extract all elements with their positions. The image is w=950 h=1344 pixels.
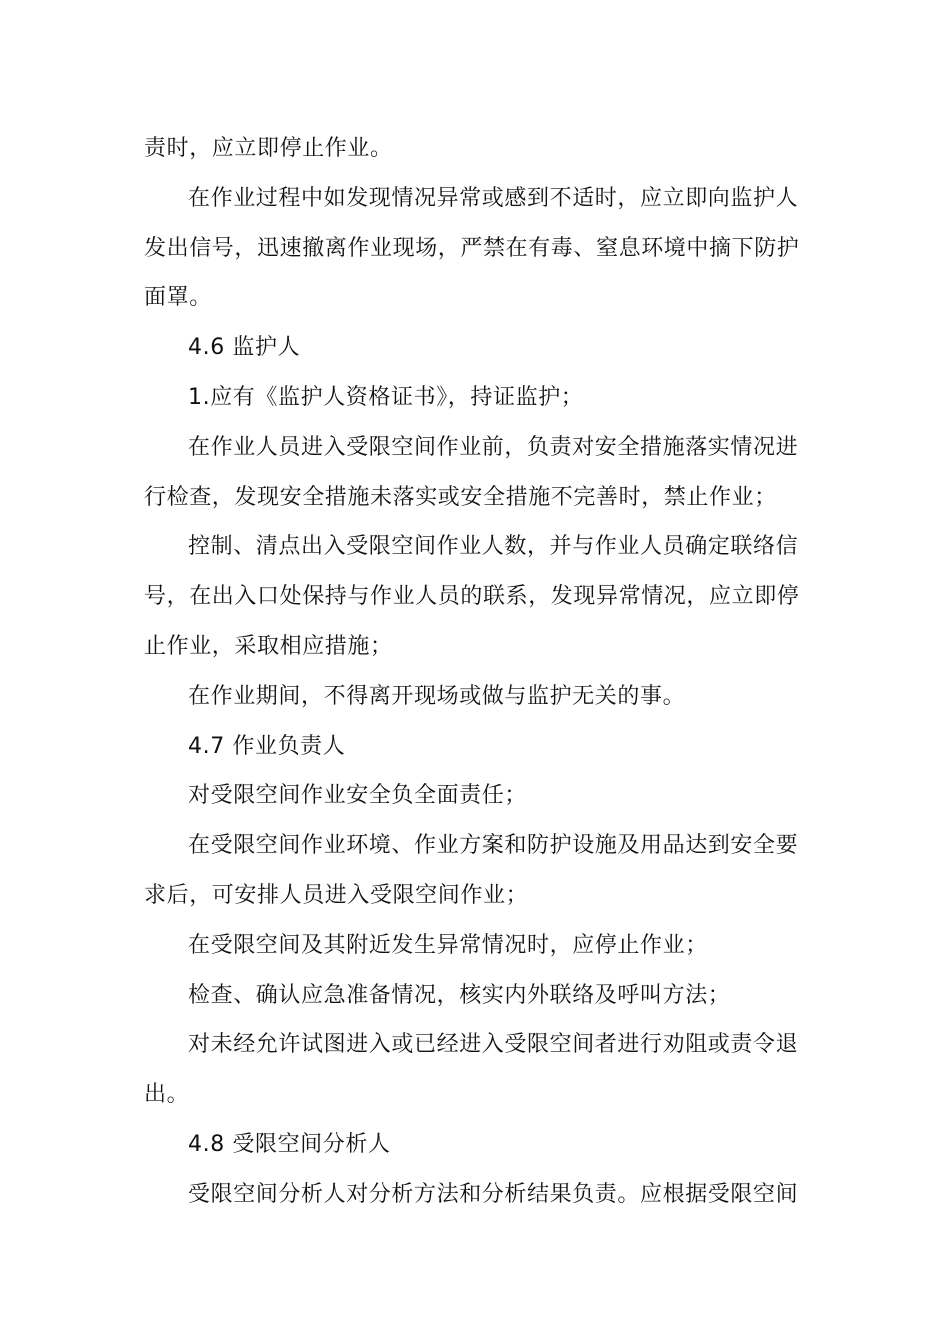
paragraph: 控制、清点出入受限空间作业人数，并与作业人员确定联络信号，在出入口处保持与作业人员的联系，发现异常情况，应立即停止作业，采取相应措施； <box>144 534 800 659</box>
paragraph: 在作业期间，不得离开现场或做与监护无关的事。 <box>188 683 686 709</box>
paragraph: 在作业过程中如发现情况异常或感到不适时，应立即向监护人发出信号，迅速撤离作业现场，严禁在有毒、窒息环境中摘下防护面罩。 <box>144 185 800 311</box>
section-heading-4-8: 4.8 受限空间分析人 <box>188 1131 391 1157</box>
paragraph: 受限空间分析人对分析方法和分析结果负责。应根据受限空间 <box>188 1181 799 1207</box>
paragraph: 对受限空间作业安全负全面责任； <box>188 783 528 809</box>
paragraph: 责时，应立即停止作业。 <box>144 136 393 161</box>
paragraph: 在受限空间作业环境、作业方案和防护设施及用品达到安全要求后，可安排人员进入受限空间作业； <box>144 833 799 908</box>
paragraph: 检查、确认应急准备情况，核实内外联络及呼叫方法； <box>188 982 731 1008</box>
body-text <box>144 124 810 1220</box>
paragraph: 1.应有《监护人资格证书》，持证监护； <box>188 384 584 410</box>
section-heading-4-7: 4.7 作业负责人 <box>188 733 346 759</box>
paragraph: 对未经允许试图进入或已经进入受限空间者进行劝阻或责令退出。 <box>144 1032 799 1108</box>
section-heading-4-6: 4.6 监护人 <box>188 335 301 361</box>
paragraph: 在受限空间及其附近发生异常情况时，应停止作业； <box>188 932 708 958</box>
paragraph: 在作业人员进入受限空间作业前，负责对安全措施落实情况进行检查，发现安全措施未落实或安全措施不完善时，禁止作业； <box>144 434 799 510</box>
